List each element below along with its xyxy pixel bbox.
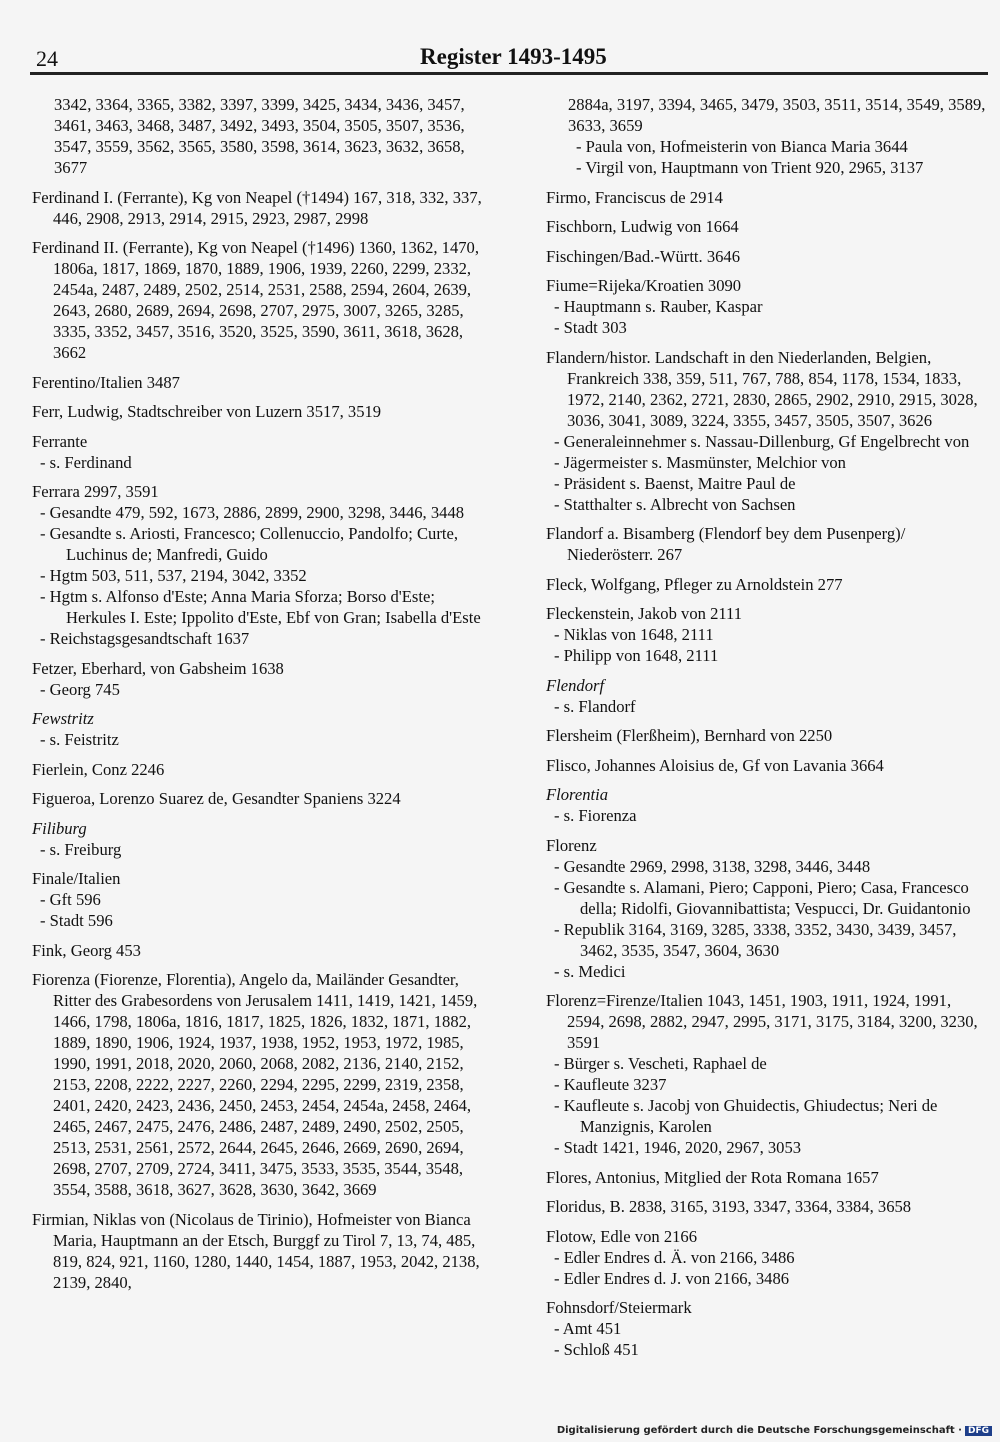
entry-continuation: 2884a, 3197, 3394, 3465, 3479, 3503, 3511, 3514, 3549, 3589, 3633, 3659 — [568, 95, 986, 135]
index-entry — [32, 481, 482, 649]
entry-subentry: - Hgtm 503, 511, 537, 2194, 3042, 3352 — [40, 566, 307, 585]
page-footer — [557, 1425, 992, 1436]
entry-heading: Flandorf a. Bisamberg (Flendorf bey dem Pusenperg)/ Niederösterr. 267 — [546, 524, 906, 564]
index-entry — [32, 788, 482, 809]
entry-subentry: - Kaufleute s. Jacobj von Ghuidectis, Ghiudectus; Neri de Manzignis, Karolen — [554, 1096, 938, 1136]
index-entry — [546, 246, 990, 267]
entry-heading: Florenz=Firenze/Italien 1043, 1451, 1903, 1911, 1924, 1991, 2594, 2698, 2882, 2947, 2995, 3171, 3175, 3184, 3200, 3230, 3591 — [546, 991, 978, 1052]
entry-subentry: - Bürger s. Vescheti, Raphael de — [554, 1054, 767, 1073]
footer-credit: Digitalisierung gefördert durch die Deutsche Forschungsgemeinschaft · — [556, 1425, 962, 1436]
entry-subentry: - Gesandte s. Alamani, Piero; Capponi, Piero; Casa, Francesco della; Ridolfi, Giovannibattista; Vespucci, Dr. Guidantonio — [554, 877, 971, 918]
entry-subentry: - Virgil von, Hauptmann von Trient 920, 2965, 3137 — [576, 158, 924, 177]
entry-heading: Fleck, Wolfgang, Pfleger zu Arnoldstein 277 — [546, 574, 843, 594]
entry-subentry: - s. Ferdinand — [40, 452, 132, 472]
entry-heading: Ferdinand I. (Ferrante), Kg von Neapel (†1494) 167, 318, 332, 337, 446, 2908, 2913, 2914, 2915, 2923, 2987, 2998 — [32, 187, 482, 228]
entry-subentry: - Edler Endres d. J. von 2166, 3486 — [554, 1268, 790, 1288]
entry-heading: Fiorenza (Fiorenze, Florentia), Angelo da, Mailänder Gesandter, Ritter des Grabesordens von Jerusalem 1411, 1419, 1421, 1459, 1466, 1798, 1806a, 1816, 1817, 1825, 1826, 1832, 1871, 1882, 1889, 1890, 1906, 1924, 1937, 1938, 1952, 1953, 1972, 1985, 1990, 1991, 2018, 2020, 2060, 2068, 2082, 2136, 2140, 2152, 2153, 2208, 2222, 2227, 2260, 2294, 2295, 2299, 2319, 2358, 2401, 2420, 2423, 2436, 2450, 2453, 2454, 2454a, 2458, 2464, 2465, 2467, 2475, 2476, 2486, 2487, 2489, 2490, 2502, 2505, 2513, 2531, 2561, 2572, 2644, 2645, 2646, 2669, 2690, 2694, 2698, 2707, 2709, 2724, 3411, 3475, 3533, 3535, 3544, 3548, 3554, 3588, 3618, 3627, 3628, 3630, 3642, 3669 — [32, 970, 478, 1199]
index-entry — [54, 94, 482, 178]
entry-heading: Floridus, B. 2838, 3165, 3193, 3347, 3364, 3384, 3658 — [546, 1197, 912, 1216]
index-entry — [546, 784, 990, 826]
entry-subentry: - Gesandte s. Ariosti, Francesco; Collenuccio, Pandolfo; Curte, Luchinus de; Manfredi, Guido — [40, 524, 458, 564]
entry-subentry: - Stadt 596 — [40, 911, 113, 930]
right-column — [546, 94, 990, 1369]
entry-subentry: - Gesandte 479, 592, 1673, 2886, 2899, 2900, 3298, 3446, 3448 — [40, 503, 465, 522]
entry-subentry: - Edler Endres d. Ä. von 2166, 3486 — [554, 1247, 795, 1267]
entry-heading: Florenz — [546, 835, 597, 855]
index-entry — [546, 1167, 990, 1188]
entry-subentry: - Gft 596 — [40, 890, 101, 909]
entry-subentry: - Georg 745 — [40, 679, 120, 699]
entry-heading: Figueroa, Lorenzo Suarez de, Gesandter Spaniens 3224 — [32, 789, 401, 808]
entry-heading: Firmo, Franciscus de 2914 — [546, 187, 723, 207]
entry-heading: Flendorf — [546, 675, 605, 695]
entry-heading: Flersheim (Flerßheim), Bernhard von 2250 — [546, 726, 833, 745]
entry-subentry: - Statthalter s. Albrecht von Sachsen — [554, 494, 796, 514]
index-entry — [546, 755, 990, 776]
entry-heading: Flores, Antonius, Mitglied der Rota Romana 1657 — [546, 1167, 879, 1187]
entry-heading: Fleckenstein, Jakob von 2111 — [546, 604, 743, 623]
index-entry — [32, 401, 482, 422]
entry-heading: Fischborn, Ludwig von 1664 — [546, 217, 739, 236]
entry-heading: Fiume=Rijeka/Kroatien 3090 — [546, 276, 742, 295]
entry-subentry: - Republik 3164, 3169, 3285, 3338, 3352, 3430, 3439, 3457, 3462, 3535, 3547, 3604, 3630 — [554, 919, 957, 960]
index-entry — [546, 216, 990, 237]
index-entry — [546, 347, 990, 515]
entry-heading: Flisco, Johannes Aloisius de, Gf von Lavania 3664 — [546, 755, 884, 775]
entry-heading: Fierlein, Conz 2246 — [32, 759, 165, 779]
entry-heading: Firmian, Niklas von (Nicolaus de Tirinio), Hofmeister von Bianca Maria, Hauptmann an der Etsch, Burggf zu Tirol 7, 13, 74, 485, 819, 824, 921, 1160, 1280, 1440, 1454, 1887, 1953, 2042, 2138, 2139, 2840, — [32, 1209, 480, 1292]
entry-subentry: - s. Fiorenza — [554, 806, 637, 825]
entry-continuation: 3342, 3364, 3365, 3382, 3397, 3399, 3425, 3434, 3436, 3457, 3461, 3463, 3468, 3487, 3492, 3493, 3504, 3505, 3507, 3536, 3547, 3559, 3562, 3565, 3580, 3598, 3614, 3623, 3632, 3658, 3677 — [54, 95, 465, 177]
entry-heading: Ferrara 2997, 3591 — [32, 482, 159, 501]
entry-subentry: - Jägermeister s. Masmünster, Melchior von — [554, 452, 846, 472]
entry-subentry: - Schloß 451 — [554, 1340, 639, 1359]
entry-subentry: - Stadt 1421, 1946, 2020, 2967, 3053 — [554, 1138, 802, 1157]
index-entry — [546, 1297, 990, 1360]
entry-subentry: - Paula von, Hofmeisterin von Bianca Maria 3644 — [576, 137, 908, 156]
index-entry — [546, 1196, 990, 1217]
entry-heading: Fischingen/Bad.-Württ. 3646 — [546, 246, 741, 266]
entry-heading: Ferdinand II. (Ferrante), Kg von Neapel (†1496) 1360, 1362, 1470, 1806a, 1817, 1869, 1870, 1889, 1906, 1939, 2260, 2299, 2332, 2454a, 2487, 2489, 2502, 2514, 2531, 2588, 2594, 2604, 2639, 2643, 2680, 2689, 2694, 2698, 2707, 2975, 3007, 3265, 3285, 3335, 3352, 3457, 3516, 3520, 3525, 3590, 3611, 3618, 3628, 3662 — [32, 238, 480, 362]
index-entry — [32, 759, 482, 780]
index-entry — [32, 1209, 482, 1293]
index-entry — [32, 187, 482, 229]
index-entry — [32, 868, 482, 931]
entry-subentry: - Generaleinnehmer s. Nassau-Dillenburg, Gf Engelbrecht von — [554, 431, 970, 451]
index-entry — [546, 675, 990, 717]
index-entry — [568, 94, 990, 178]
entry-subentry: - s. Freiburg — [40, 839, 122, 859]
entry-subentry: - Amt 451 — [554, 1319, 622, 1338]
left-column — [32, 94, 482, 1301]
index-entry — [546, 1226, 990, 1289]
index-entry — [32, 658, 482, 700]
page-header — [0, 40, 1000, 76]
entry-subentry: - Stadt 303 — [554, 318, 627, 337]
entry-heading: Fink, Georg 453 — [32, 940, 141, 960]
entry-heading: Fewstritz — [32, 709, 94, 728]
index-entry — [32, 940, 482, 961]
index-entry — [546, 990, 990, 1158]
entry-subentry: - Philipp von 1648, 2111 — [554, 646, 719, 665]
entry-heading: Fohnsdorf/Steiermark — [546, 1298, 692, 1317]
entry-heading: Flotow, Edle von 2166 — [546, 1226, 698, 1246]
entry-subentry: - s. Feistritz — [40, 730, 119, 749]
index-entry — [32, 708, 482, 750]
index-entry — [546, 523, 990, 565]
running-title: Register 1493-1495 — [420, 44, 607, 69]
entry-heading: Flandern/histor. Landschaft in den Niederlanden, Belgien, Frankreich 338, 359, 511, 767, 788, 854, 1178, 1534, 1833, 1972, 2140, 2362, 2721, 2830, 2865, 2902, 2910, 2915, 3028, 3036, 3041, 3089, 3224, 3355, 3457, 3505, 3507, 3626 — [546, 347, 978, 430]
entry-subentry: - s. Medici — [554, 961, 626, 981]
entry-heading: Ferentino/Italien 3487 — [32, 372, 180, 392]
entry-subentry: - Präsident s. Baenst, Maitre Paul de — [554, 473, 796, 493]
entry-heading: Filiburg — [32, 818, 87, 838]
entry-subentry: - s. Flandorf — [554, 696, 636, 716]
index-entry — [546, 275, 990, 338]
index-entry — [546, 725, 990, 746]
index-entry — [546, 574, 990, 595]
page-number: 24 — [36, 46, 58, 71]
entry-heading: Florentia — [546, 785, 609, 804]
index-entry — [546, 603, 990, 666]
entry-heading: Ferr, Ludwig, Stadtschreiber von Luzern 3517, 3519 — [32, 402, 382, 421]
index-entry — [32, 969, 482, 1200]
index-entry — [546, 835, 990, 982]
entry-heading: Finale/Italien — [32, 869, 121, 888]
entry-heading: Fetzer, Eberhard, von Gabsheim 1638 — [32, 658, 284, 678]
index-entry — [32, 237, 482, 363]
entry-subentry: - Gesandte 2969, 2998, 3138, 3298, 3446, 3448 — [554, 856, 871, 876]
entry-subentry: - Hauptmann s. Rauber, Kaspar — [554, 297, 763, 316]
entry-subentry: - Reichstagsgesandtschaft 1637 — [40, 629, 250, 648]
header-rule — [30, 72, 988, 75]
index-entry — [546, 187, 990, 208]
index-entry — [32, 818, 482, 860]
index-entry — [32, 431, 482, 473]
entry-heading: Ferrante — [32, 431, 88, 451]
dfg-logo: DFG — [965, 1426, 992, 1436]
entry-subentry: - Niklas von 1648, 2111 — [554, 625, 714, 644]
entry-subentry: - Hgtm s. Alfonso d'Este; Anna Maria Sforza; Borso d'Este; Herkules I. Este; Ippolito d'Este, Ebf von Gran; Isabella d'Este — [40, 587, 481, 627]
index-entry — [32, 372, 482, 393]
entry-subentry: - Kaufleute 3237 — [554, 1075, 667, 1094]
